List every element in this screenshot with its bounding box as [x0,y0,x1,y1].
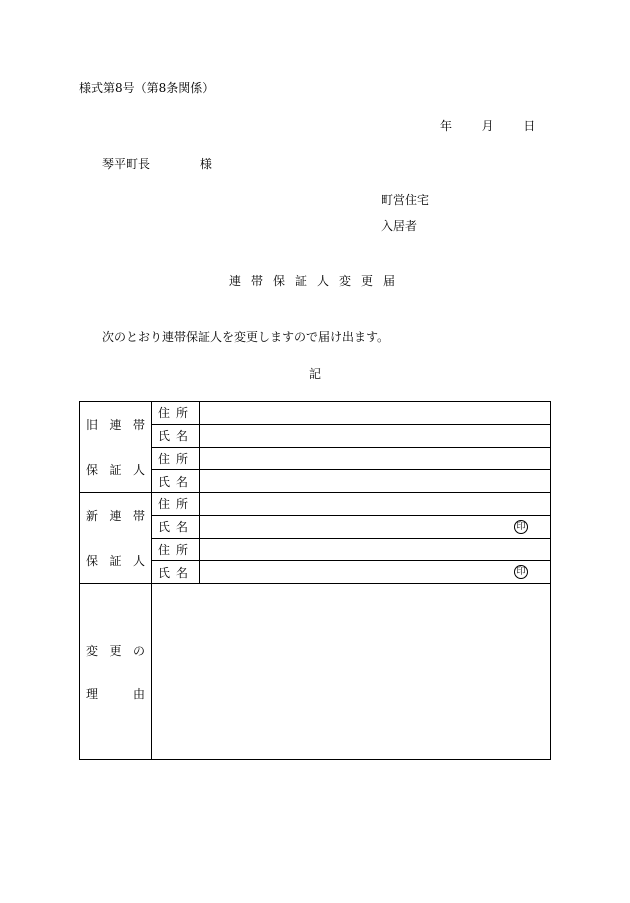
new-address-1-field[interactable] [200,493,551,516]
table-row [80,402,551,425]
old-address-1-field[interactable] [200,402,551,425]
table-row [80,493,551,516]
new-group-char: 帯 [132,509,145,523]
reason-char: 由 [132,686,145,701]
name-label: 氏 名 [152,561,200,584]
old-group-char: 旧 [86,418,99,432]
ki-heading: 記 [308,367,321,381]
reason-label [80,584,152,760]
old-group-char: 人 [132,463,145,477]
addressee-name: 琴平町長 [102,157,151,171]
new-address-2-field[interactable] [200,538,551,561]
address-label: 住 所 [152,447,200,470]
address-label: 住 所 [152,493,200,516]
body-text: 次のとおり連帯保証人を変更しますので届け出ます。 [102,330,390,344]
addressee-honorific: 様 [199,157,212,171]
new-group-char: 証 [109,554,122,568]
new-name-2-field[interactable] [200,561,551,584]
applicant-housing: 町営住宅 [381,193,430,207]
name-label: 氏 名 [152,470,200,493]
old-group-char: 連 [109,418,122,432]
old-group-char: 帯 [132,418,145,432]
reason-field[interactable] [152,584,551,760]
date-year: 年 [440,119,453,133]
applicant-resident: 入居者 [381,219,418,233]
reason-char: の [132,643,145,658]
date-day: 日 [523,119,536,133]
old-group-char: 保 [86,463,99,477]
document-title: 連帯保証人変更届 [228,274,405,288]
address-label: 住 所 [152,538,200,561]
new-group-char: 新 [86,509,99,523]
new-group-char: 連 [109,509,122,523]
new-guarantor-label [80,493,152,584]
reason-char: 変 [86,643,99,658]
old-group-char: 証 [109,463,122,477]
old-address-2-field[interactable] [200,447,551,470]
date-month: 月 [481,119,494,133]
form-number: 様式第8号（第8条関係） [79,81,215,95]
guarantor-table [79,401,551,760]
addressee [102,157,212,171]
reason-char: 理 [86,686,99,701]
seal-icon: 印 [514,520,528,534]
new-name-1-field[interactable] [200,515,551,538]
name-label: 氏 名 [152,424,200,447]
table-row [80,584,551,760]
new-group-char: 保 [86,554,99,568]
old-guarantor-label [80,402,152,493]
old-name-1-field[interactable] [200,424,551,447]
name-label: 氏 名 [152,515,200,538]
seal-icon: 印 [514,565,528,579]
old-name-2-field[interactable] [200,470,551,493]
new-group-char: 人 [132,554,145,568]
reason-char: 更 [109,643,122,658]
address-label: 住 所 [152,402,200,425]
date-line [440,119,535,133]
